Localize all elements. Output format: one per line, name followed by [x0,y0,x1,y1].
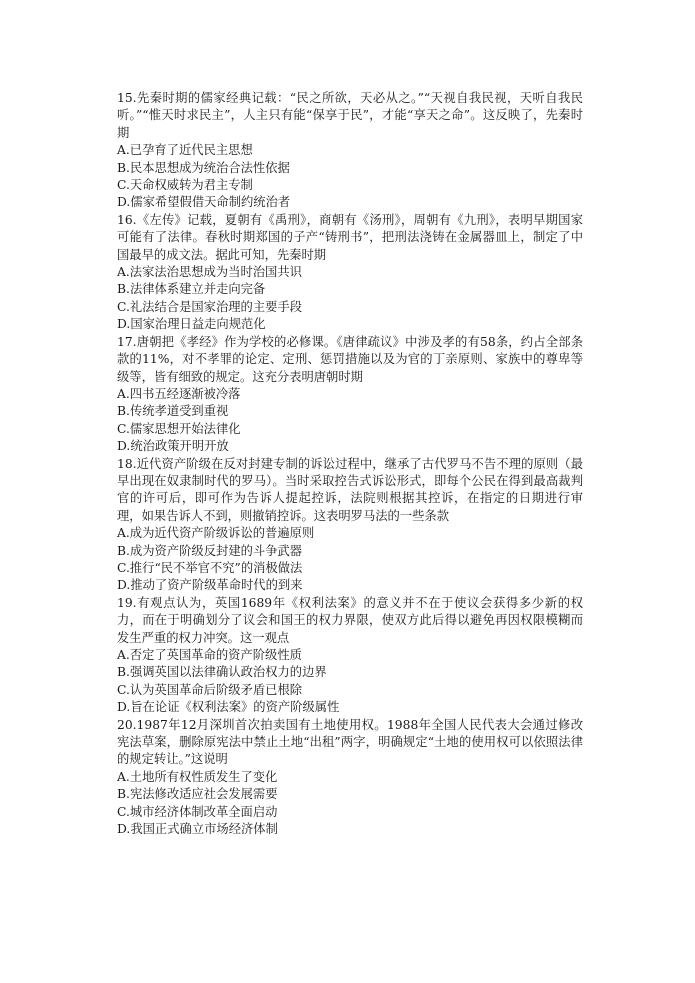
option-c: C.天命权威转为君主专制 [117,178,253,193]
option-a: A.土地所有权性质发生了变化 [117,769,278,784]
question-stem: 15.先秦时期的儒家经典记载：“民之所欲，天必从之。”“天视自我民视，天听自我民听。”“惟天时求民主”，人主只有能“保享于民”，才能“享天之命”。这反映了，先秦时期 [117,91,583,140]
option-b: B.成为资产阶级反封建的斗争武器 [117,543,303,558]
option-d: D.统治政策开明开放 [117,439,229,454]
option-a: A.四书五经逐渐被冷落 [117,386,241,401]
option-c: C.认为英国革命后阶级矛盾已根除 [117,682,303,697]
option-b: B.民本思想成为统治合法性依据 [117,160,290,175]
option-b: B.宪法修改适应社会发展需要 [117,787,278,802]
option-d: D.儒家希望假借天命制约统治者 [117,195,291,210]
exam-document [117,90,583,838]
option-d: D.我国正式确立市场经济体制 [117,822,278,837]
option-a: A.否定了英国革命的资产阶级性质 [117,648,302,662]
option-d: D.国家治理日益走向规范化 [117,317,266,332]
question-17 [117,334,583,456]
option-c: C.礼法结合是国家治理的主要手段 [117,299,303,314]
question-stem: 16.《左传》记载，夏朝有《禹刑》，商朝有《汤刑》，周朝有《九刑》，表明早期国家可能有了法律。春秋时期郑国的子产“铸刑书”，把刑法浇铸在金属器皿上，制定了中国最早的成文法。据此可知，先秦时期 [117,212,583,262]
option-a: A.已孕育了近代民主思想 [117,143,253,158]
option-d: D.推动了资产阶级革命时代的到来 [117,578,303,593]
option-b: B.法律体系建立并走向完备 [117,282,266,297]
question-stem: 18.近代资产阶级在反对封建专制的诉讼过程中，继承了古代罗马不告不理的原则（最早出现在奴隶制时代的罗马）。当时采取控告式诉讼形式，即每个公民在得到最高裁判官的许可后，即可作为告诉人提起控诉，法院则根据其控诉，在指定的日期进行审理，如果告诉人不到，则撤销控诉。这表明罗马法的一些条款 [117,456,583,523]
question-stem: 17.唐朝把《孝经》作为学校的必修课。《唐律疏议》中涉及孝的有58条，约占全部条款的11%，对不孝罪的论定、定刑、惩罚措施以及为官的丁亲原则、家族中的尊卑等级等，皆有细致的规定。这充分表明唐朝时期 [117,334,583,384]
question-20 [117,717,583,839]
option-c: C.推行“民不举官不究”的消极做法 [117,560,303,575]
option-d: D.旨在论证《权利法案》的资产阶级属性 [117,700,340,715]
option-b: B.强调英国以法律确认政治权力的边界 [117,665,327,680]
option-a: A.成为近代资产阶级诉讼的普遍原则 [117,526,315,541]
question-18 [117,456,583,595]
question-19 [117,595,583,717]
question-16 [117,212,583,334]
option-c: C.儒家思想开始法律化 [117,421,241,436]
question-15 [117,90,583,212]
option-c: C.城市经济体制改革全面启动 [117,804,278,819]
option-a: A.法家法治思想成为当时治国共识 [117,265,302,280]
question-stem: 19.有观点认为，英国1689年《权利法案》的意义并不在于使议会获得多少新的权力，而在于明确划分了议会和国王的权力界限，使双方此后得以避免再因权限模糊而发生严重的权力冲突。这一观点 [117,595,583,645]
question-stem: 20.1987年12月深圳首次拍卖国有土地使用权。1988年全国人民代表大会通过修改宪法草案，删除原宪法中禁止土地“出租”两字，明确规定“土地的使用权可以依照法律的规定转让。”这说明 [117,717,583,767]
option-b: B.传统孝道受到重视 [117,404,229,419]
